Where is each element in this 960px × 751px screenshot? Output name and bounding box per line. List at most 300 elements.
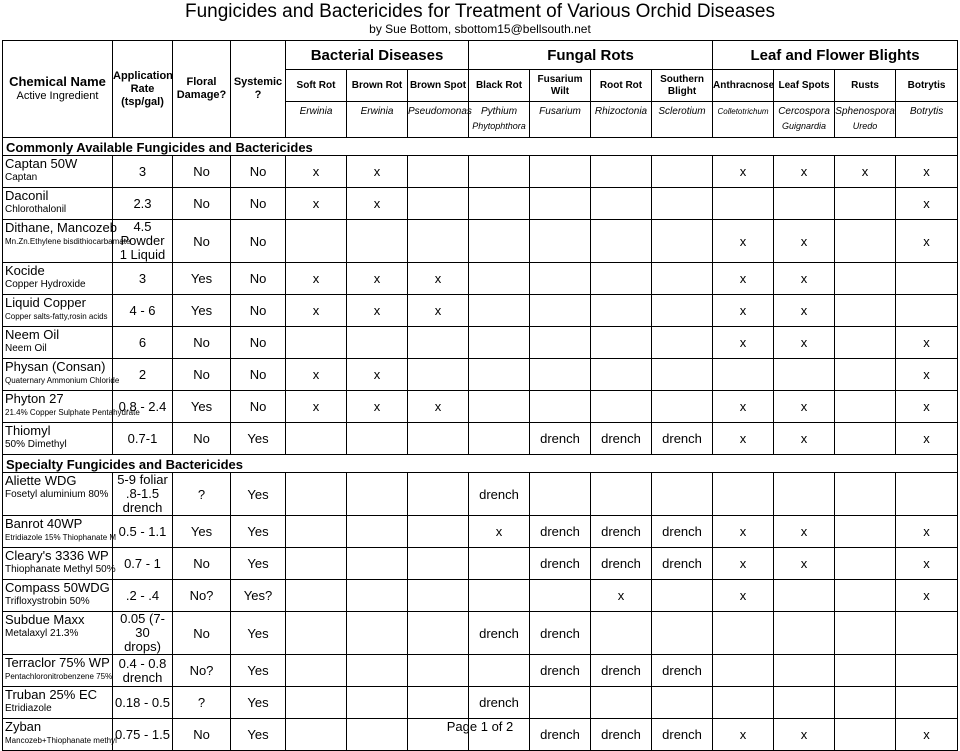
rate-value: 2.3: [133, 195, 152, 211]
treatment-cell: [286, 580, 347, 612]
rate-value: 0.18 - 0.5: [115, 694, 170, 710]
treatment-cell: [408, 156, 469, 188]
floral-damage-cell: No?: [173, 580, 231, 612]
treatment-cell: drench: [469, 473, 530, 516]
treatment-cell: [652, 580, 713, 612]
systemic-cell: Yes: [231, 719, 286, 751]
active-ingredient: Captan: [5, 172, 38, 183]
pathogen-cell: [530, 102, 591, 138]
chemical-name: Daconil: [5, 188, 49, 203]
rate-value: 0.75 - 1.5: [115, 726, 170, 742]
treatment-cell: drench: [591, 655, 652, 687]
chemical-name: Subdue Maxx: [5, 612, 85, 627]
treatment-cell: [652, 156, 713, 188]
chemical-name: Liquid Copper: [5, 295, 86, 310]
rate-value: 4 - 6: [129, 302, 156, 318]
pathogen-name: Colletotrichum: [717, 107, 769, 116]
treatment-cell: [347, 580, 408, 612]
treatment-cell: [591, 327, 652, 359]
treatment-cell: [469, 655, 530, 687]
treatment-cell: [713, 188, 774, 220]
treatment-cell: [591, 391, 652, 423]
systemic-cell: Yes: [231, 423, 286, 455]
treatment-cell: [286, 473, 347, 516]
treatment-cell: [347, 548, 408, 580]
pathogen-name: Sphenospora: [835, 106, 895, 117]
treatment-cell: [835, 423, 896, 455]
section-row: [3, 138, 958, 156]
floral-damage-header: Floral Damage?: [173, 41, 231, 138]
systemic-cell: Yes?: [231, 580, 286, 612]
chemical-name: Dithane, Mancozeb: [5, 220, 118, 235]
treatment-cell: drench: [591, 423, 652, 455]
treatment-cell: [530, 156, 591, 188]
treatment-cell: x: [896, 391, 958, 423]
chemical-cell: [3, 612, 113, 655]
chemical-cell: [3, 423, 113, 455]
table-row: [3, 548, 958, 580]
pathogen-name: Sclerotium: [658, 106, 706, 117]
treatment-cell: x: [713, 423, 774, 455]
treatment-cell: [713, 359, 774, 391]
treatment-cell: [530, 263, 591, 295]
treatment-cell: x: [896, 423, 958, 455]
treatment-cell: [347, 612, 408, 655]
active-ingredient: Copper Hydroxide: [5, 279, 86, 290]
rate-cell: [113, 655, 173, 687]
treatment-cell: [408, 327, 469, 359]
active-ingredient: Chlorothalonil: [5, 204, 67, 215]
treatment-cell: x: [347, 156, 408, 188]
table-row: [3, 423, 958, 455]
treatment-cell: drench: [591, 516, 652, 548]
treatment-cell: [530, 580, 591, 612]
active-ingredient: 50% Dimethyl: [5, 439, 67, 450]
treatment-cell: [591, 687, 652, 719]
systemic-cell: No: [231, 156, 286, 188]
treatment-cell: drench: [530, 612, 591, 655]
rate-value: 4.5 Powder: [120, 219, 165, 248]
pathogen-cell: [591, 102, 652, 138]
treatment-cell: [530, 220, 591, 263]
chemical-name: Phyton 27: [5, 391, 64, 406]
treatment-cell: [774, 188, 835, 220]
treatment-cell: x: [896, 580, 958, 612]
chemical-name-header: [3, 41, 113, 138]
pathogen-name: Botrytis: [909, 106, 944, 117]
floral-damage-cell: ?: [173, 473, 231, 516]
treatment-cell: [530, 473, 591, 516]
treatment-cell: [591, 156, 652, 188]
active-ingredient: Etridiazole 15% Thiophanate M: [5, 533, 117, 542]
treatment-cell: x: [896, 719, 958, 751]
treatment-cell: [286, 687, 347, 719]
treatment-cell: x: [896, 359, 958, 391]
chemical-name: Neem Oil: [5, 327, 60, 342]
treatment-cell: [469, 423, 530, 455]
chemical-cell: [3, 156, 113, 188]
systemic-cell: No: [231, 188, 286, 220]
treatment-cell: [652, 473, 713, 516]
table-row: [3, 220, 958, 263]
table-row: [3, 188, 958, 220]
treatment-cell: drench: [652, 516, 713, 548]
treatment-cell: [835, 188, 896, 220]
treatment-cell: [713, 655, 774, 687]
treatment-cell: [408, 516, 469, 548]
rate-value: 0.5 - 1.1: [118, 523, 167, 539]
treatment-cell: x: [774, 548, 835, 580]
active-ingredient: Metalaxyl 21.3%: [5, 628, 79, 639]
rate-value: 6: [138, 334, 147, 350]
pathogen-name: Pythium: [480, 106, 518, 117]
treatment-cell: drench: [469, 687, 530, 719]
treatment-cell: [469, 156, 530, 188]
pathogen-cell: [774, 102, 835, 138]
systemic-header: Systemic ?: [231, 41, 286, 138]
treatment-cell: [469, 548, 530, 580]
treatment-cell: x: [713, 391, 774, 423]
treatment-cell: [286, 655, 347, 687]
treatment-cell: x: [347, 263, 408, 295]
pathogen-cell: [896, 102, 958, 138]
treatment-cell: x: [713, 580, 774, 612]
treatment-cell: x: [469, 516, 530, 548]
rate-value: 5-9 foliar: [117, 472, 168, 487]
chemical-name: Physan (Consan): [5, 359, 106, 374]
chemical-name: Zyban: [5, 719, 42, 734]
chemical-cell: [3, 687, 113, 719]
treatment-cell: drench: [530, 423, 591, 455]
pathogen-name: Erwinia: [360, 106, 394, 117]
treatment-cell: [713, 687, 774, 719]
systemic-cell: Yes: [231, 612, 286, 655]
treatment-cell: [408, 687, 469, 719]
treatment-cell: drench: [652, 719, 713, 751]
treatment-cell: x: [713, 156, 774, 188]
treatment-cell: [896, 655, 958, 687]
table-row: [3, 295, 958, 327]
treatment-cell: [530, 359, 591, 391]
active-ingredient: Thiophanate Methyl 50%: [5, 564, 116, 575]
treatment-cell: [347, 516, 408, 548]
floral-damage-cell: No: [173, 612, 231, 655]
treatment-cell: [469, 263, 530, 295]
treatment-cell: drench: [530, 655, 591, 687]
chemical-cell: [3, 391, 140, 423]
chemical-cell: [3, 327, 113, 359]
treatment-cell: [774, 473, 835, 516]
treatment-cell: [835, 391, 896, 423]
disease-header: Anthracnose: [713, 70, 774, 102]
treatment-cell: [896, 295, 958, 327]
treatment-cell: [408, 548, 469, 580]
treatment-cell: x: [408, 295, 469, 327]
treatment-cell: x: [713, 719, 774, 751]
chemical-name: Aliette WDG: [5, 473, 77, 488]
table-row: [3, 327, 958, 359]
treatment-cell: [591, 473, 652, 516]
treatment-cell: [835, 327, 896, 359]
treatment-cell: [835, 516, 896, 548]
rate-cell: [113, 156, 173, 188]
treatment-cell: x: [774, 263, 835, 295]
pathogen-name-secondary: Uredo: [852, 121, 878, 131]
systemic-cell: Yes: [231, 473, 286, 516]
section-title: Commonly Available Fungicides and Bactericides: [3, 138, 958, 156]
treatment-cell: x: [896, 220, 958, 263]
treatment-cell: [652, 359, 713, 391]
treatment-cell: [652, 220, 713, 263]
floral-damage-cell: Yes: [173, 391, 231, 423]
rate-cell: [113, 391, 173, 423]
rate-cell: [113, 359, 173, 391]
table-header: [3, 41, 958, 138]
treatment-cell: [835, 548, 896, 580]
rate-cell: [113, 327, 173, 359]
rate-value: 0.7 - 1: [124, 555, 161, 571]
table-row: [3, 473, 958, 516]
treatment-cell: [469, 327, 530, 359]
treatment-cell: [591, 295, 652, 327]
systemic-cell: No: [231, 263, 286, 295]
rate-value-secondary: .8-1.5 drench: [122, 486, 163, 515]
treatment-cell: x: [347, 359, 408, 391]
rate-value: 3: [138, 163, 147, 179]
active-ingredient: Mn.Zn.Ethylene bisdithiocarbamate: [5, 237, 131, 246]
treatment-cell: [530, 188, 591, 220]
floral-damage-cell: No?: [173, 655, 231, 687]
systemic-cell: Yes: [231, 655, 286, 687]
treatment-cell: [591, 188, 652, 220]
treatment-cell: [286, 327, 347, 359]
treatment-cell: x: [774, 719, 835, 751]
rate-value-secondary: drops): [124, 639, 161, 654]
floral-damage-cell: No: [173, 359, 231, 391]
rate-value: 0.05 (7-30: [120, 611, 165, 640]
page-title: Fungicides and Bactericides for Treatment of Various Orchid Diseases: [185, 1, 775, 22]
chemical-cell: [3, 580, 113, 612]
rate-value: 0.7-1: [127, 430, 158, 446]
rate-cell: [113, 423, 173, 455]
treatment-cell: [835, 295, 896, 327]
treatment-cell: x: [713, 295, 774, 327]
treatment-cell: [652, 188, 713, 220]
pathogen-cell: [408, 102, 472, 138]
treatment-cell: x: [408, 263, 469, 295]
pathogen-name-secondary: Phytophthora: [472, 121, 526, 131]
group-header: Fungal Rots: [469, 41, 713, 70]
treatment-cell: drench: [530, 548, 591, 580]
disease-header: Southern Blight: [652, 70, 713, 102]
treatment-cell: x: [286, 295, 347, 327]
treatment-cell: [469, 580, 530, 612]
active-ingredient: Neem Oil: [5, 343, 47, 354]
treatment-cell: [896, 612, 958, 655]
chemical-cell: [3, 655, 113, 687]
treatment-cell: [835, 473, 896, 516]
active-ingredient: Trifloxystrobin 50%: [5, 596, 90, 607]
treatment-cell: x: [286, 263, 347, 295]
pathogen-name: Fusarium: [539, 106, 581, 117]
pathogen-name: Rhizoctonia: [594, 106, 648, 117]
active-ingredient-label: Active Ingredient: [16, 90, 99, 102]
treatment-cell: drench: [469, 612, 530, 655]
section-title: Specialty Fungicides and Bactericides: [3, 455, 958, 473]
treatment-cell: [591, 263, 652, 295]
treatment-cell: [652, 391, 713, 423]
treatment-cell: [835, 687, 896, 719]
rate-cell: [113, 612, 173, 655]
treatment-cell: [774, 687, 835, 719]
floral-damage-cell: Yes: [173, 516, 231, 548]
treatment-cell: [591, 359, 652, 391]
treatment-cell: [286, 612, 347, 655]
treatment-cell: x: [286, 156, 347, 188]
floral-damage-cell: ?: [173, 687, 231, 719]
treatment-cell: [591, 220, 652, 263]
systemic-cell: Yes: [231, 687, 286, 719]
treatment-cell: x: [835, 156, 896, 188]
pathogen-name: Pseudomonas: [408, 106, 472, 117]
chemical-name: Truban 25% EC: [5, 687, 98, 702]
treatment-cell: [835, 359, 896, 391]
disease-header: Soft Rot: [286, 70, 347, 102]
chemical-cell: [3, 220, 131, 263]
treatment-cell: x: [286, 359, 347, 391]
chemical-cell: [3, 188, 113, 220]
treatment-cell: [408, 359, 469, 391]
treatment-cell: [774, 612, 835, 655]
disease-header: Fusarium Wilt: [530, 70, 591, 102]
treatment-cell: [835, 263, 896, 295]
chemical-name: Terraclor 75% WP: [5, 655, 110, 670]
group-header: Bacterial Diseases: [286, 41, 469, 70]
chemical-name: Kocide: [5, 263, 45, 278]
treatment-cell: x: [286, 391, 347, 423]
rate-value-secondary: drench: [122, 669, 163, 685]
treatment-cell: [774, 580, 835, 612]
active-ingredient: Copper salts-fatty,rosin acids: [5, 312, 108, 321]
systemic-cell: Yes: [231, 516, 286, 548]
chemical-cell: [3, 548, 116, 580]
treatment-cell: [652, 327, 713, 359]
treatment-cell: [286, 423, 347, 455]
treatment-cell: [408, 423, 469, 455]
treatment-cell: [408, 188, 469, 220]
chemical-name: Compass 50WDG: [5, 580, 110, 595]
treatment-cell: drench: [530, 516, 591, 548]
page-footer: Page 1 of 2: [446, 719, 514, 734]
treatment-cell: drench: [652, 423, 713, 455]
treatment-cell: x: [896, 327, 958, 359]
active-ingredient: Quaternary Ammonium Chloride: [5, 376, 120, 385]
treatment-cell: x: [408, 391, 469, 423]
pathogen-name: Erwinia: [299, 106, 333, 117]
table-row: [3, 687, 958, 719]
treatment-cell: [530, 295, 591, 327]
disease-header: Black Rot: [469, 70, 530, 102]
treatment-cell: x: [774, 156, 835, 188]
rate-cell: [113, 473, 173, 516]
group-header: Leaf and Flower Blights: [713, 41, 958, 70]
treatment-cell: [835, 220, 896, 263]
table-row: [3, 655, 958, 687]
table-row: [3, 391, 958, 423]
active-ingredient: Mancozeb+Thiophanate methyl: [5, 736, 117, 745]
table-row: [3, 156, 958, 188]
treatment-cell: x: [774, 423, 835, 455]
treatment-cell: [713, 612, 774, 655]
treatment-cell: [896, 687, 958, 719]
systemic-cell: No: [231, 327, 286, 359]
treatment-cell: x: [713, 220, 774, 263]
treatment-cell: [530, 687, 591, 719]
rate-value: .2 - .4: [125, 587, 160, 603]
section-row: [3, 455, 958, 473]
treatment-cell: x: [896, 188, 958, 220]
treatment-cell: [591, 612, 652, 655]
treatment-cell: x: [713, 263, 774, 295]
treatment-cell: [347, 327, 408, 359]
treatment-cell: x: [774, 391, 835, 423]
treatment-cell: [286, 220, 347, 263]
chemical-name: Cleary's 3336 WP: [5, 548, 109, 563]
floral-damage-cell: No: [173, 156, 231, 188]
treatment-cell: x: [774, 327, 835, 359]
disease-header: Botrytis: [896, 70, 958, 102]
fungicide-table: [2, 40, 958, 751]
treatment-cell: [896, 473, 958, 516]
chemical-name: Thiomyl: [5, 423, 51, 438]
systemic-cell: No: [231, 220, 286, 263]
application-rate-header: Application Rate (tsp/gal): [113, 41, 173, 138]
chemical-name-label: Chemical Name: [9, 74, 106, 89]
treatment-cell: [347, 687, 408, 719]
table-row: [3, 263, 958, 295]
pathogen-cell: [652, 102, 713, 138]
systemic-cell: No: [231, 391, 286, 423]
treatment-cell: x: [774, 220, 835, 263]
treatment-cell: [530, 327, 591, 359]
treatment-cell: [652, 687, 713, 719]
treatment-cell: x: [286, 188, 347, 220]
floral-damage-cell: No: [173, 548, 231, 580]
treatment-cell: drench: [652, 655, 713, 687]
chemical-cell: [3, 295, 113, 327]
treatment-cell: [469, 295, 530, 327]
treatment-cell: [347, 423, 408, 455]
treatment-cell: [835, 655, 896, 687]
treatment-cell: x: [896, 548, 958, 580]
pathogen-name-secondary: Guignardia: [782, 121, 827, 131]
pathogen-name: Cercospora: [778, 106, 830, 117]
treatment-cell: x: [713, 516, 774, 548]
treatment-cell: x: [713, 327, 774, 359]
rate-cell: [113, 295, 173, 327]
chemical-cell: [3, 263, 113, 295]
floral-damage-cell: No: [173, 719, 231, 751]
chemical-name: Captan 50W: [5, 156, 78, 171]
systemic-cell: No: [231, 295, 286, 327]
treatment-cell: [774, 655, 835, 687]
pathogen-cell: [347, 102, 408, 138]
active-ingredient: Fosetyl aluminium 80%: [5, 489, 109, 500]
treatment-cell: [652, 612, 713, 655]
floral-damage-cell: Yes: [173, 263, 231, 295]
treatment-cell: drench: [652, 548, 713, 580]
treatment-cell: x: [774, 516, 835, 548]
